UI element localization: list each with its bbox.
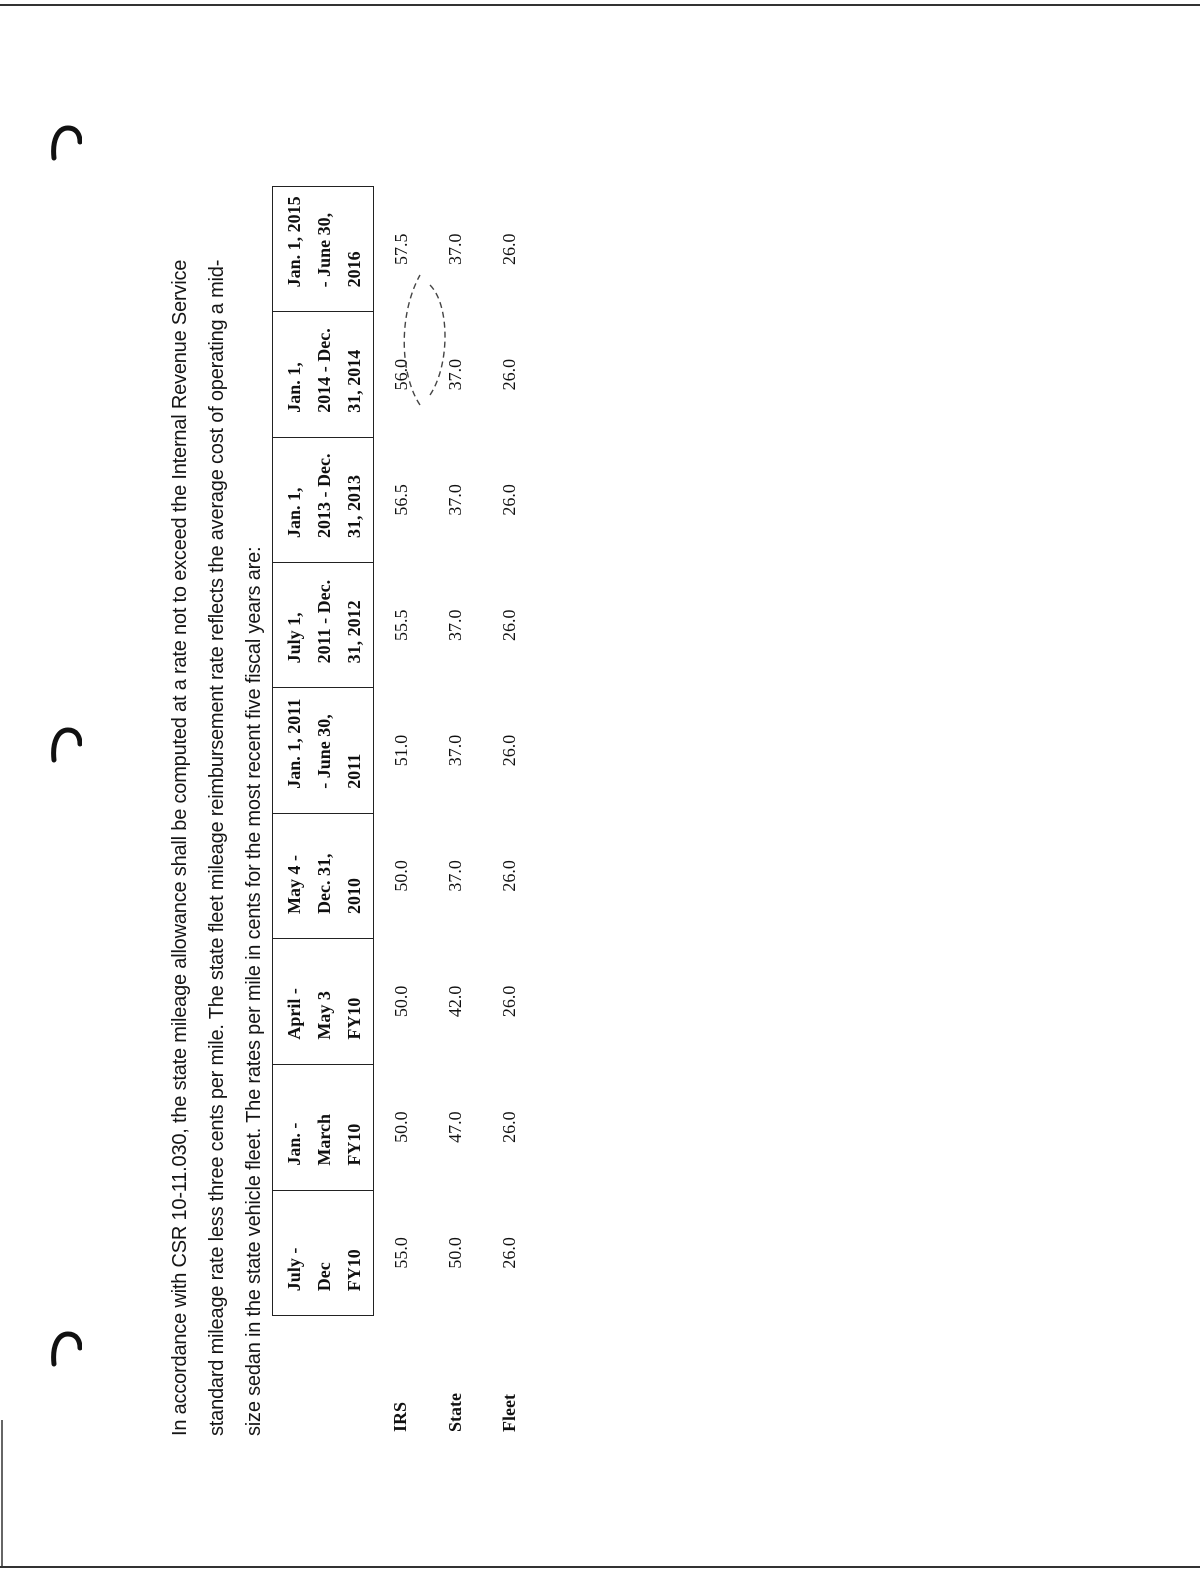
binder-hole-icon	[50, 726, 82, 766]
table-cell: 26.0	[498, 484, 519, 516]
column-header: Jan. - March FY10	[273, 1064, 374, 1190]
scan-edge-left	[1, 1420, 3, 1566]
row-label: Fleet	[498, 1394, 519, 1432]
binder-hole-icon	[50, 124, 82, 164]
table-row	[482, 187, 536, 1437]
column-header: Jan. 1, 2011 - June 30, 2011	[273, 688, 374, 813]
column-header: July - Dec FY10	[273, 1190, 374, 1316]
paragraph-line: standard mileage rate less three cents per mile. The state fleet mileage reimbursement rate reflects the average cost of operating a mid-	[206, 259, 228, 1436]
column-header: Jan. 1, 2013 - Dec. 31, 2013	[273, 437, 374, 562]
table-cell: 26.0	[498, 233, 519, 265]
table-cell: 56.0	[390, 358, 411, 391]
binder-hole-icon	[50, 1330, 82, 1370]
table-cell: 26.0	[498, 358, 519, 391]
table-cell: 37.0	[444, 734, 465, 767]
table-cell: 47.0	[444, 1111, 465, 1143]
column-header: Jan. 1, 2014 - Dec. 31, 2014	[273, 312, 374, 437]
table-cell: 55.0	[390, 1237, 411, 1269]
column-header: July 1, 2011 - Dec. 31, 2012	[273, 563, 374, 688]
table-cell: 37.0	[444, 233, 465, 265]
paragraph-line: size sedan in the state vehicle fleet. The rates per mile in cents for the most recent five fiscal years are:	[243, 546, 265, 1436]
table-cell: 37.0	[444, 358, 465, 391]
row-label: IRS	[390, 1401, 411, 1432]
table-cell: 26.0	[498, 734, 519, 767]
table-cell: 26.0	[498, 860, 519, 892]
table-cell: 42.0	[444, 985, 465, 1018]
handwritten-bracket-mark	[390, 255, 470, 415]
header-corner	[273, 1316, 374, 1436]
table-header-row	[273, 187, 374, 1437]
table-cell: 37.0	[444, 484, 465, 516]
table-cell: 26.0	[498, 1111, 519, 1143]
paragraph-line: In accordance with CSR 10-11.030, the state mileage allowance shall be computed at a rate not to exceed the Internal Revenue Service	[169, 259, 191, 1436]
scan-edge-bottom	[0, 1566, 1200, 1568]
table-cell: 57.5	[390, 233, 411, 265]
table-cell: 26.0	[498, 1237, 519, 1269]
table-cell: 26.0	[498, 609, 519, 641]
table-cell: 56.5	[390, 484, 411, 516]
table-cell: 26.0	[498, 985, 519, 1018]
table-cell: 50.0	[390, 1111, 411, 1143]
table-cell: 50.0	[390, 860, 411, 892]
scan-edge-top	[0, 4, 1200, 6]
intro-paragraph	[162, 186, 273, 1436]
rotated-content	[162, 186, 562, 1436]
table-cell: 55.5	[390, 609, 411, 641]
table-cell: 51.0	[390, 734, 411, 767]
table-cell: 37.0	[444, 860, 465, 892]
column-header: April - May 3 FY10	[273, 939, 374, 1065]
column-header: May 4 - Dec. 31, 2010	[273, 813, 374, 938]
table-cell: 37.0	[444, 609, 465, 641]
row-label: State	[444, 1393, 465, 1432]
column-header: Jan. 1, 2015 - June 30, 2016	[273, 187, 374, 312]
table-cell: 50.0	[390, 985, 411, 1018]
table-cell: 50.0	[444, 1237, 465, 1269]
